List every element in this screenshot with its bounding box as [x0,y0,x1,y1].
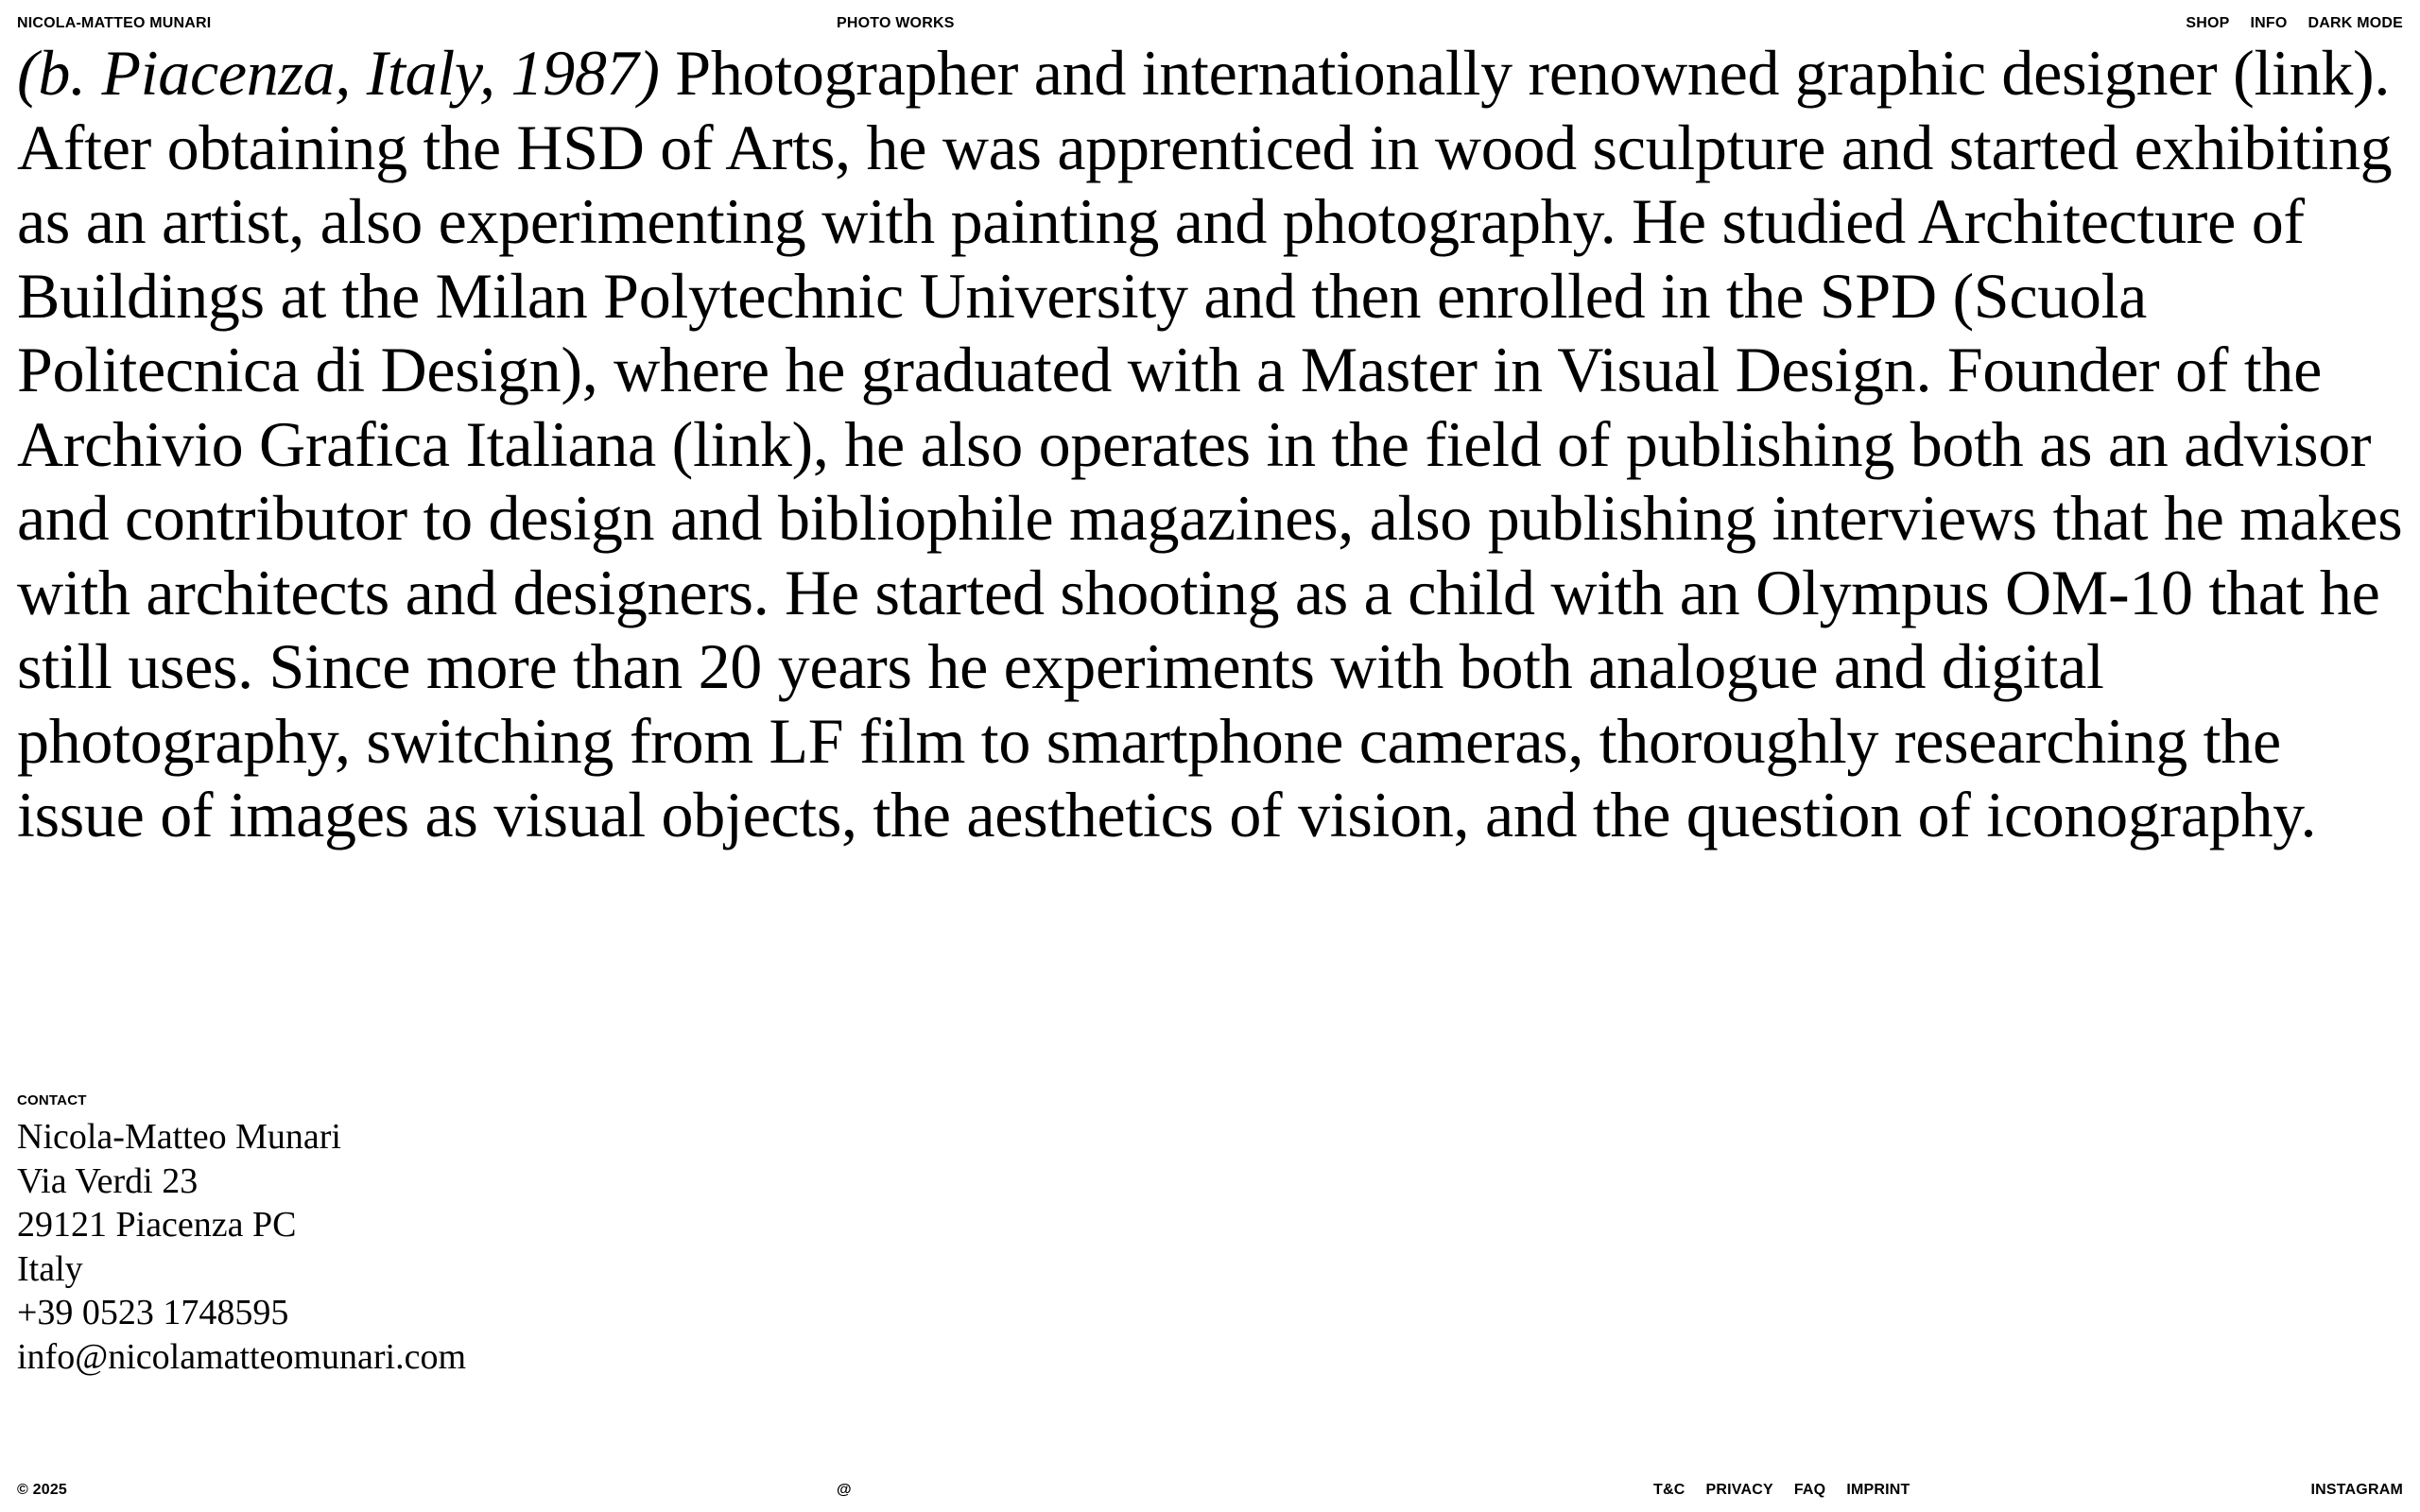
bio-text: . After obtaining the HSD of Arts, he was apprenticed in wood sculpture and started exhibiting as an artist, also experimenting with painting and photography. He studied Architecture of Buildings at the Milan Polytechnic University and then enrolled in the SPD (Scuola Politecnica di Design), where he graduated with a Master in Visual Design. Founder of the Archivio Grafica Italiana [17,37,2393,480]
bio-birth-info: (b. Piacenza, Italy, 1987) [17,37,660,109]
nav-info-link[interactable]: INFO [2250,15,2288,31]
footer-privacy-link[interactable]: PRIVACY [1705,1482,1773,1498]
bio-link-archivio[interactable]: (link) [671,407,813,480]
bio-text: Photographer and internationally renowned graphic designer [659,37,2234,109]
site-name-link[interactable]: NICOLA-MATTEO MUNARI [17,15,212,31]
contact-street: Via Verdi 23 [17,1160,199,1201]
contact-phone[interactable]: +39 0523 1748595 [17,1293,289,1332]
nav-shop-link[interactable]: SHOP [2186,15,2230,31]
copyright: © 2025 [17,1482,68,1498]
footer-imprint-link[interactable]: IMPRINT [1846,1482,1910,1498]
dark-mode-toggle[interactable]: DARK MODE [2308,15,2403,31]
contact-heading: CONTACT [17,1092,87,1108]
photo-works-link[interactable]: PHOTO WORKS [837,15,955,31]
bio-link-graphic-design[interactable]: (link) [2233,37,2375,109]
contact-name: Nicola-Matteo Munari [17,1117,341,1157]
contact-country: Italy [17,1248,83,1289]
contact-email[interactable]: info@nicolamatteomunari.com [17,1336,467,1377]
bio-text: , he also operates in the field of publishing both as an advisor and contributor to design and bibliophile magazines, also publishing interviews that he makes with architects and designers. He started shooting as a child with an Olympus OM-10 that he still uses. Since more than 20 years he experiments with both analogue and digital photography, switching from LF film to smartphone cameras, thoroughly researching the issue of images as visual objects, the aesthetics of vision, and the question of iconography. [17,407,2403,850]
top-nav [2186,16,2403,31]
footer-terms-link[interactable]: T&C [1653,1482,1685,1498]
instagram-link[interactable]: INSTAGRAM [2310,1482,2403,1498]
at-link[interactable]: @ [837,1482,852,1498]
bio-paragraph [17,36,2418,852]
contact-block [17,1115,466,1379]
footer-nav [1653,1483,1910,1498]
contact-city: 29121 Piacenza PC [17,1205,297,1245]
footer-faq-link[interactable]: FAQ [1793,1482,1826,1498]
